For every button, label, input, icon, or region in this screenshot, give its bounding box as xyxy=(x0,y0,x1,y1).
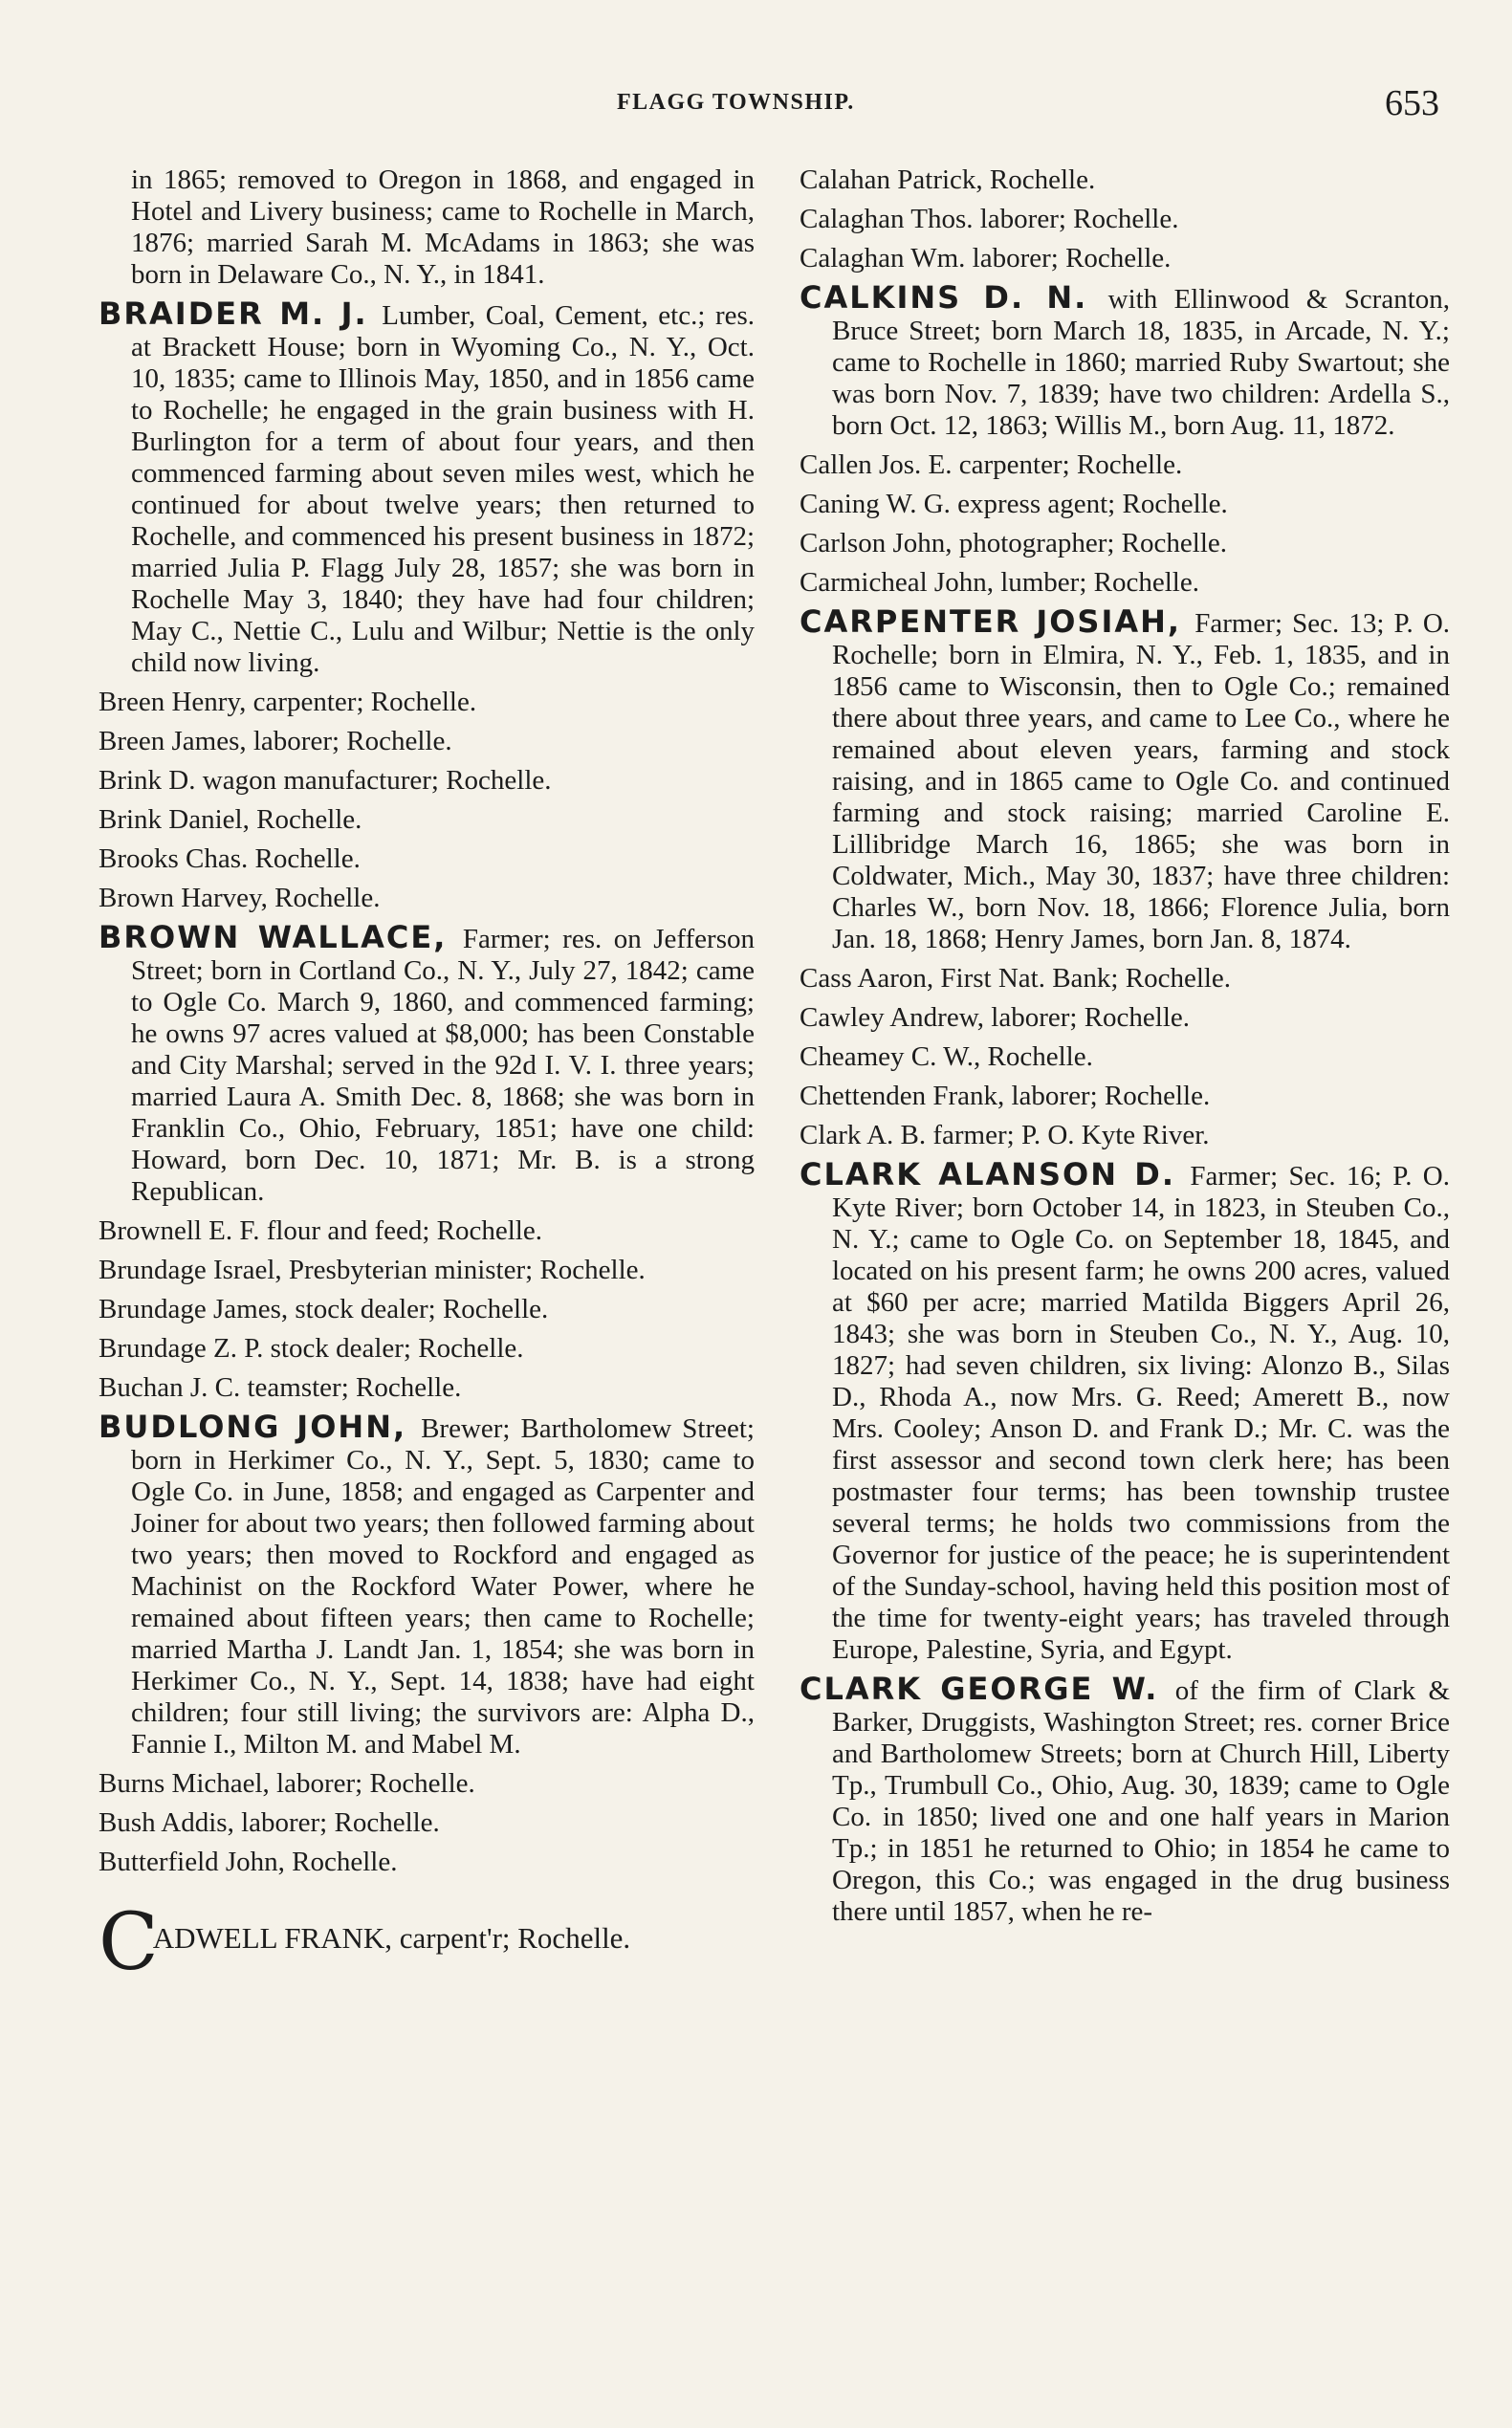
list-item: Burns Michael, laborer; Rochelle. xyxy=(99,1768,475,1799)
entry-name: CLARK GEORGE W. xyxy=(800,1671,1159,1707)
entry-brown-wallace xyxy=(99,919,755,1208)
entry-text: Brewer; Bartholomew Street; born in Herkimer Co., N. Y., Sept. 5, 1830; came to Ogle Co. in June, 1858; and engaged as Carpenter and Joiner for about two years; then followed farming about two years; then moved to Rockford and engaged as Machinist on the Rockford Water Power, where he remained about fifteen years; then came to Rochelle; married Martha J. Landt Jan. 1, 1854; she was born in Herkimer Co., N. Y., Sept. 14, 1838; have had eight children; four still living; the survivors are: Alpha D., Fannie I., Milton M. and Mabel M. xyxy=(131,1413,755,1760)
entry-carpenter xyxy=(800,603,1451,955)
entry-name: BRAIDER M. J. xyxy=(99,295,368,332)
entry-name: CLARK ALANSON D. xyxy=(800,1156,1175,1192)
list-item: Cawley Andrew, laborer; Rochelle. xyxy=(800,1002,1191,1033)
entry-clark-alanson xyxy=(800,1156,1451,1666)
entry-name: BROWN WALLACE, xyxy=(99,919,448,955)
list-item: Clark A. B. farmer; P. O. Kyte River. xyxy=(800,1120,1210,1150)
drop-cap: C xyxy=(99,1897,159,1988)
entry-name: BUDLONG JOHN, xyxy=(99,1409,407,1445)
list-item: Breen James, laborer; Rochelle. xyxy=(99,726,452,756)
list-item: Butterfield John, Rochelle. xyxy=(99,1847,398,1877)
left-column xyxy=(99,164,756,1988)
list-item: Buchan J. C. teamster; Rochelle. xyxy=(99,1372,462,1403)
entry-calkins xyxy=(800,279,1451,442)
list-item: Brundage Israel, Presbyterian minister; Rochelle. xyxy=(99,1255,646,1285)
list-item: Bush Addis, laborer; Rochelle. xyxy=(99,1807,440,1838)
list-item: Brink D. wagon manufacturer; Rochelle. xyxy=(99,765,552,796)
list-item: Caning W. G. express agent; Rochelle. xyxy=(800,489,1228,519)
entry-text: Farmer; Sec. 13; P. O. Rochelle; born in Elmira, N. Y., Feb. 1, 1835, and in 1856 came to Wisconsin, then to Ogle Co.; remained there about three years, and came to Lee Co., where he remained about eleven years, farming and stock raising, and in 1865 came to Ogle Co. and continued farming and stock raising; married Caroline E. Lillibridge March 16, 1865; she was born in Coldwater, Mich., May 30, 1837; have three children: Charles W., born Nov. 18, 1866; Florence Julia, born Jan. 18, 1868; Henry James, born Jan. 8, 1874. xyxy=(832,608,1451,954)
entry-clark-george xyxy=(800,1673,1450,1928)
entry-cadwell xyxy=(99,1893,755,1988)
list-item: Cass Aaron, First Nat. Bank; Rochelle. xyxy=(800,963,1232,994)
entry-name: CALKINS D. N. xyxy=(800,279,1088,316)
list-item: Calahan Patrick, Rochelle. xyxy=(800,164,1096,195)
entry-continuation: in 1865; removed to Oregon in 1868, and engaged in Hotel and Livery business; came to Rochelle in March, 1876; married Sarah M. McAdams in 1863; she was born in Delaware Co., N. Y., in 1841. xyxy=(131,164,755,290)
entry-text: Farmer; Sec. 16; P. O. Kyte River; born October 14, in 1823, in Steuben Co., N. Y.; came to Ogle Co. on September 18, 1845, and located on his present farm; he owns 200 acres, valued at $60 per acre; married Matilda Biggers April 26, 1843; she was born in Steuben Co., N. Y., Aug. 10, 1827; had seven children, six living: Alonzo B., Silas D., Rhoda A., now Mrs. G. Reed; Amerett B., now Mrs. Cooley; Anson D. and Frank D.; Mr. C. was the first assessor and second town clerk here; has been postmaster four terms; has been township trustee several terms; he holds two commissions from the Governor for justice of the peace; he is superintendent of the Sunday-school, having held this position most of the time for twenty-eight years; has traveled through Europe, Palestine, Syria, and Egypt. xyxy=(832,1161,1451,1665)
entry-braider xyxy=(99,295,756,679)
list-item: Carmicheal John, lumber; Rochelle. xyxy=(800,567,1199,598)
list-item: Breen Henry, carpenter; Rochelle. xyxy=(99,687,477,717)
list-item: Cheamey C. W., Rochelle. xyxy=(800,1041,1093,1072)
list-item: Brown Harvey, Rochelle. xyxy=(99,883,381,913)
entry-text: ADWELL FRANK, carpent'r; Rochelle. xyxy=(152,1921,631,1955)
entry-text: Farmer; res. on Jefferson Street; born in Cortland Co., N. Y., July 27, 1842; came to Ogle Co. March 9, 1860, and commenced farming; he owns 97 acres valued at $8,000; has been Constable and City Marshal; served in the 92d I. V. I. three years; married Laura A. Smith Dec. 8, 1868; she was born in Franklin Co., Ohio, February, 1851; have one child: Howard, born Dec. 10, 1871; Mr. B. is a strong Republican. xyxy=(131,924,755,1207)
entry-name: CARPENTER JOSIAH, xyxy=(800,603,1182,640)
entry-text: of the firm of Clark & Barker, Druggists, Washington Street; res. corner Brice and Bartholomew Streets; born at Church Hill, Liberty Tp., Trumbull Co., Ohio, Aug. 30, 1839; came to Ogle Co. in 1850; lived one and one half years in Marion Tp.; in 1851 he returned to Ohio; in 1854 he came to Oregon, this Co.; was engaged in the drug business there until 1857, when he re- xyxy=(832,1675,1451,1927)
entry-text: Lumber, Coal, Cement, etc.; res. at Brackett House; born in Wyoming Co., N. Y., Oct. 10, 1835; came to Illinois May, 1850, and in 1856 came to Rochelle; he engaged in the grain business with H. Burlington for a term of about four years, and then commenced farming about seven miles west, which he continued for about twelve years; then returned to Rochelle, and commenced his present business in 1872; married Julia P. Flagg July 28, 1857; she was born in Rochelle May 3, 1840; they have had four children; May C., Nettie C., Lulu and Wilbur; Nettie is the only child now living. xyxy=(131,300,756,678)
right-column xyxy=(800,164,1450,1936)
list-item: Chettenden Frank, laborer; Rochelle. xyxy=(800,1081,1211,1111)
list-item: Brooks Chas. Rochelle. xyxy=(99,843,361,874)
entry-budlong xyxy=(99,1411,755,1761)
list-item: Brownell E. F. flour and feed; Rochelle. xyxy=(99,1215,542,1246)
list-item: Callen Jos. E. carpenter; Rochelle. xyxy=(800,449,1183,480)
page-header xyxy=(0,78,1512,136)
list-item: Brink Daniel, Rochelle. xyxy=(99,804,362,835)
running-head: FLAGG TOWNSHIP. xyxy=(617,90,855,115)
page-number: 653 xyxy=(1385,83,1439,123)
entry-text: with Ellinwood & Scranton, Bruce Street; born March 18, 1835, in Arcade, N. Y.; came to Rochelle in 1860; married Ruby Swartout; she was born Nov. 7, 1839; have two children: Ardella S., born Oct. 12, 1863; Willis M., born Aug. 11, 1872. xyxy=(832,284,1451,441)
list-item: Brundage Z. P. stock dealer; Rochelle. xyxy=(99,1333,524,1364)
list-item: Carlson John, photographer; Rochelle. xyxy=(800,528,1227,558)
list-item: Calaghan Thos. laborer; Rochelle. xyxy=(800,204,1179,234)
list-item: Calaghan Wm. laborer; Rochelle. xyxy=(800,243,1172,273)
list-item: Brundage James, stock dealer; Rochelle. xyxy=(99,1294,549,1324)
